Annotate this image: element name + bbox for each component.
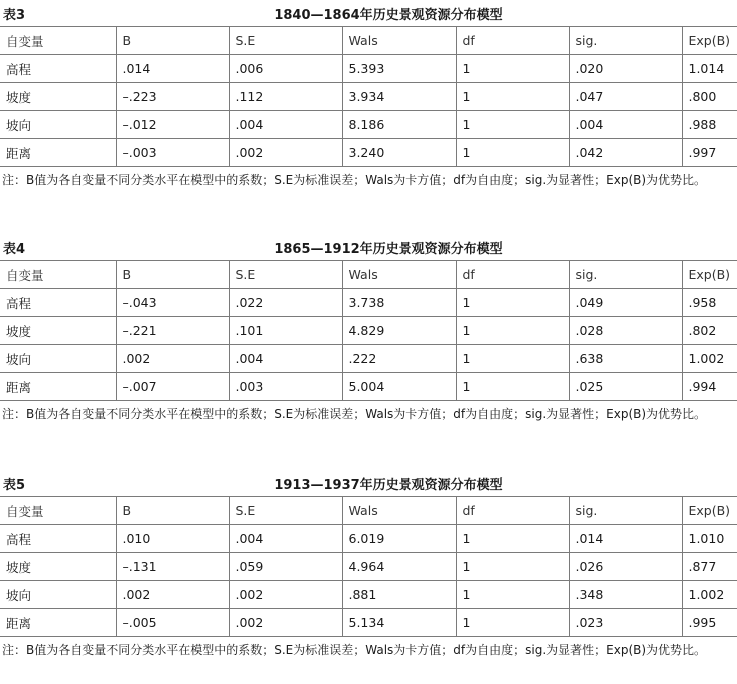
table-title: 1865—1912年历史景观资源分布模型 [274, 242, 503, 257]
table-cell: .988 [682, 111, 737, 139]
table-cell: .348 [569, 581, 682, 609]
header-cell: Wals [342, 497, 456, 525]
header-cell: S.E [229, 261, 342, 289]
table-row [0, 111, 737, 139]
table-cell: 距离 [0, 139, 116, 167]
table-cell: 高程 [0, 525, 116, 553]
table-cell: .802 [682, 317, 737, 345]
table-3-block [0, 0, 737, 189]
table-cell: 1 [456, 317, 569, 345]
header-cell: B [116, 27, 229, 55]
table-cell: .014 [569, 525, 682, 553]
table-cell: –.012 [116, 111, 229, 139]
table-cell: 5.393 [342, 55, 456, 83]
table-cell: .006 [229, 55, 342, 83]
header-cell: sig. [569, 27, 682, 55]
table-cell: 8.186 [342, 111, 456, 139]
table-cell: .995 [682, 609, 737, 637]
table-row [0, 55, 737, 83]
table-row [0, 289, 737, 317]
table-header-row [0, 27, 737, 55]
table-caption [0, 0, 737, 26]
table-row [0, 345, 737, 373]
table-cell: –.223 [116, 83, 229, 111]
table-cell: .002 [229, 139, 342, 167]
table-cell: 4.964 [342, 553, 456, 581]
table-note: 注：B值为各自变量不同分类水平在模型中的系数；S.E为标准误差；Wals为卡方值；df为自由度；sig.为显著性；Exp(B)为优势比。 [2, 173, 707, 187]
header-cell: df [456, 261, 569, 289]
table-cell: 距离 [0, 609, 116, 637]
table-cell: 坡向 [0, 111, 116, 139]
table-number: 表4 [3, 242, 26, 257]
table-note: 注：B值为各自变量不同分类水平在模型中的系数；S.E为标准误差；Wals为卡方值；df为自由度；sig.为显著性；Exp(B)为优势比。 [2, 643, 707, 657]
table-cell: .059 [229, 553, 342, 581]
table-header-row [0, 497, 737, 525]
table-cell: .638 [569, 345, 682, 373]
table-cell: 1 [456, 111, 569, 139]
table-cell: 1 [456, 373, 569, 401]
table-title: 1840—1864年历史景观资源分布模型 [274, 8, 503, 23]
table-cell: 1 [456, 345, 569, 373]
table-row [0, 83, 737, 111]
header-cell: Exp(B) [682, 497, 737, 525]
table-cell: 5.134 [342, 609, 456, 637]
header-cell: sig. [569, 261, 682, 289]
table-cell: .025 [569, 373, 682, 401]
table-cell: 1 [456, 289, 569, 317]
table-cell: .014 [116, 55, 229, 83]
table-row [0, 609, 737, 637]
table-cell: –.131 [116, 553, 229, 581]
table-cell: .020 [569, 55, 682, 83]
table-5-block [0, 470, 737, 659]
table-cell: 1.014 [682, 55, 737, 83]
table-cell: 1 [456, 609, 569, 637]
table-cell: 坡度 [0, 83, 116, 111]
header-cell: df [456, 27, 569, 55]
table-cell: –.043 [116, 289, 229, 317]
table-note: 注：B值为各自变量不同分类水平在模型中的系数；S.E为标准误差；Wals为卡方值；df为自由度；sig.为显著性；Exp(B)为优势比。 [2, 407, 707, 421]
table-caption [0, 470, 737, 496]
table-cell: .101 [229, 317, 342, 345]
table-title: 1913—1937年历史景观资源分布模型 [274, 478, 503, 493]
header-cell: Exp(B) [682, 261, 737, 289]
table-cell: 1 [456, 525, 569, 553]
table-cell: 1 [456, 581, 569, 609]
regression-table-5 [0, 496, 737, 637]
table-caption [0, 234, 737, 260]
table-number: 表3 [3, 8, 26, 23]
table-cell: .004 [229, 111, 342, 139]
table-row [0, 317, 737, 345]
table-cell: 距离 [0, 373, 116, 401]
table-cell: .042 [569, 139, 682, 167]
header-cell: S.E [229, 27, 342, 55]
table-cell: 6.019 [342, 525, 456, 553]
header-cell: 自变量 [0, 261, 116, 289]
table-cell: 高程 [0, 55, 116, 83]
table-cell: .004 [229, 525, 342, 553]
table-cell: 1 [456, 55, 569, 83]
table-cell: .222 [342, 345, 456, 373]
table-cell: .994 [682, 373, 737, 401]
table-cell: 3.738 [342, 289, 456, 317]
table-cell: 坡向 [0, 581, 116, 609]
header-cell: df [456, 497, 569, 525]
header-cell: sig. [569, 497, 682, 525]
table-cell: .958 [682, 289, 737, 317]
header-cell: 自变量 [0, 27, 116, 55]
table-cell: 坡度 [0, 553, 116, 581]
table-cell: .800 [682, 83, 737, 111]
table-cell: 高程 [0, 289, 116, 317]
table-cell: .002 [229, 581, 342, 609]
table-cell: .049 [569, 289, 682, 317]
header-cell: Exp(B) [682, 27, 737, 55]
table-cell: 1 [456, 553, 569, 581]
table-cell: .112 [229, 83, 342, 111]
table-cell: –.221 [116, 317, 229, 345]
table-cell: –.003 [116, 139, 229, 167]
table-cell: 3.240 [342, 139, 456, 167]
table-cell: 1.002 [682, 581, 737, 609]
header-cell: Wals [342, 261, 456, 289]
table-cell: .002 [116, 581, 229, 609]
table-cell: .026 [569, 553, 682, 581]
table-cell: .004 [229, 345, 342, 373]
table-cell: .022 [229, 289, 342, 317]
table-row [0, 525, 737, 553]
header-cell: B [116, 261, 229, 289]
table-row [0, 553, 737, 581]
table-row [0, 139, 737, 167]
table-cell: .002 [229, 609, 342, 637]
table-cell: .002 [116, 345, 229, 373]
header-cell: S.E [229, 497, 342, 525]
table-cell: 3.934 [342, 83, 456, 111]
table-cell: –.005 [116, 609, 229, 637]
table-cell: .010 [116, 525, 229, 553]
table-cell: –.007 [116, 373, 229, 401]
table-cell: .997 [682, 139, 737, 167]
table-row [0, 581, 737, 609]
header-cell: Wals [342, 27, 456, 55]
table-4-block [0, 234, 737, 423]
table-header-row [0, 261, 737, 289]
table-cell: 1 [456, 83, 569, 111]
table-row [0, 373, 737, 401]
table-cell: .004 [569, 111, 682, 139]
table-cell: .003 [229, 373, 342, 401]
table-cell: 1.010 [682, 525, 737, 553]
table-cell: 坡度 [0, 317, 116, 345]
header-cell: 自变量 [0, 497, 116, 525]
table-number: 表5 [3, 478, 26, 493]
table-cell: 坡向 [0, 345, 116, 373]
header-cell: B [116, 497, 229, 525]
table-cell: 1.002 [682, 345, 737, 373]
table-cell: .047 [569, 83, 682, 111]
table-cell: .023 [569, 609, 682, 637]
table-cell: 4.829 [342, 317, 456, 345]
regression-table-3 [0, 26, 737, 167]
table-cell: .881 [342, 581, 456, 609]
table-cell: .028 [569, 317, 682, 345]
regression-table-4 [0, 260, 737, 401]
table-cell: .877 [682, 553, 737, 581]
table-cell: 5.004 [342, 373, 456, 401]
table-cell: 1 [456, 139, 569, 167]
